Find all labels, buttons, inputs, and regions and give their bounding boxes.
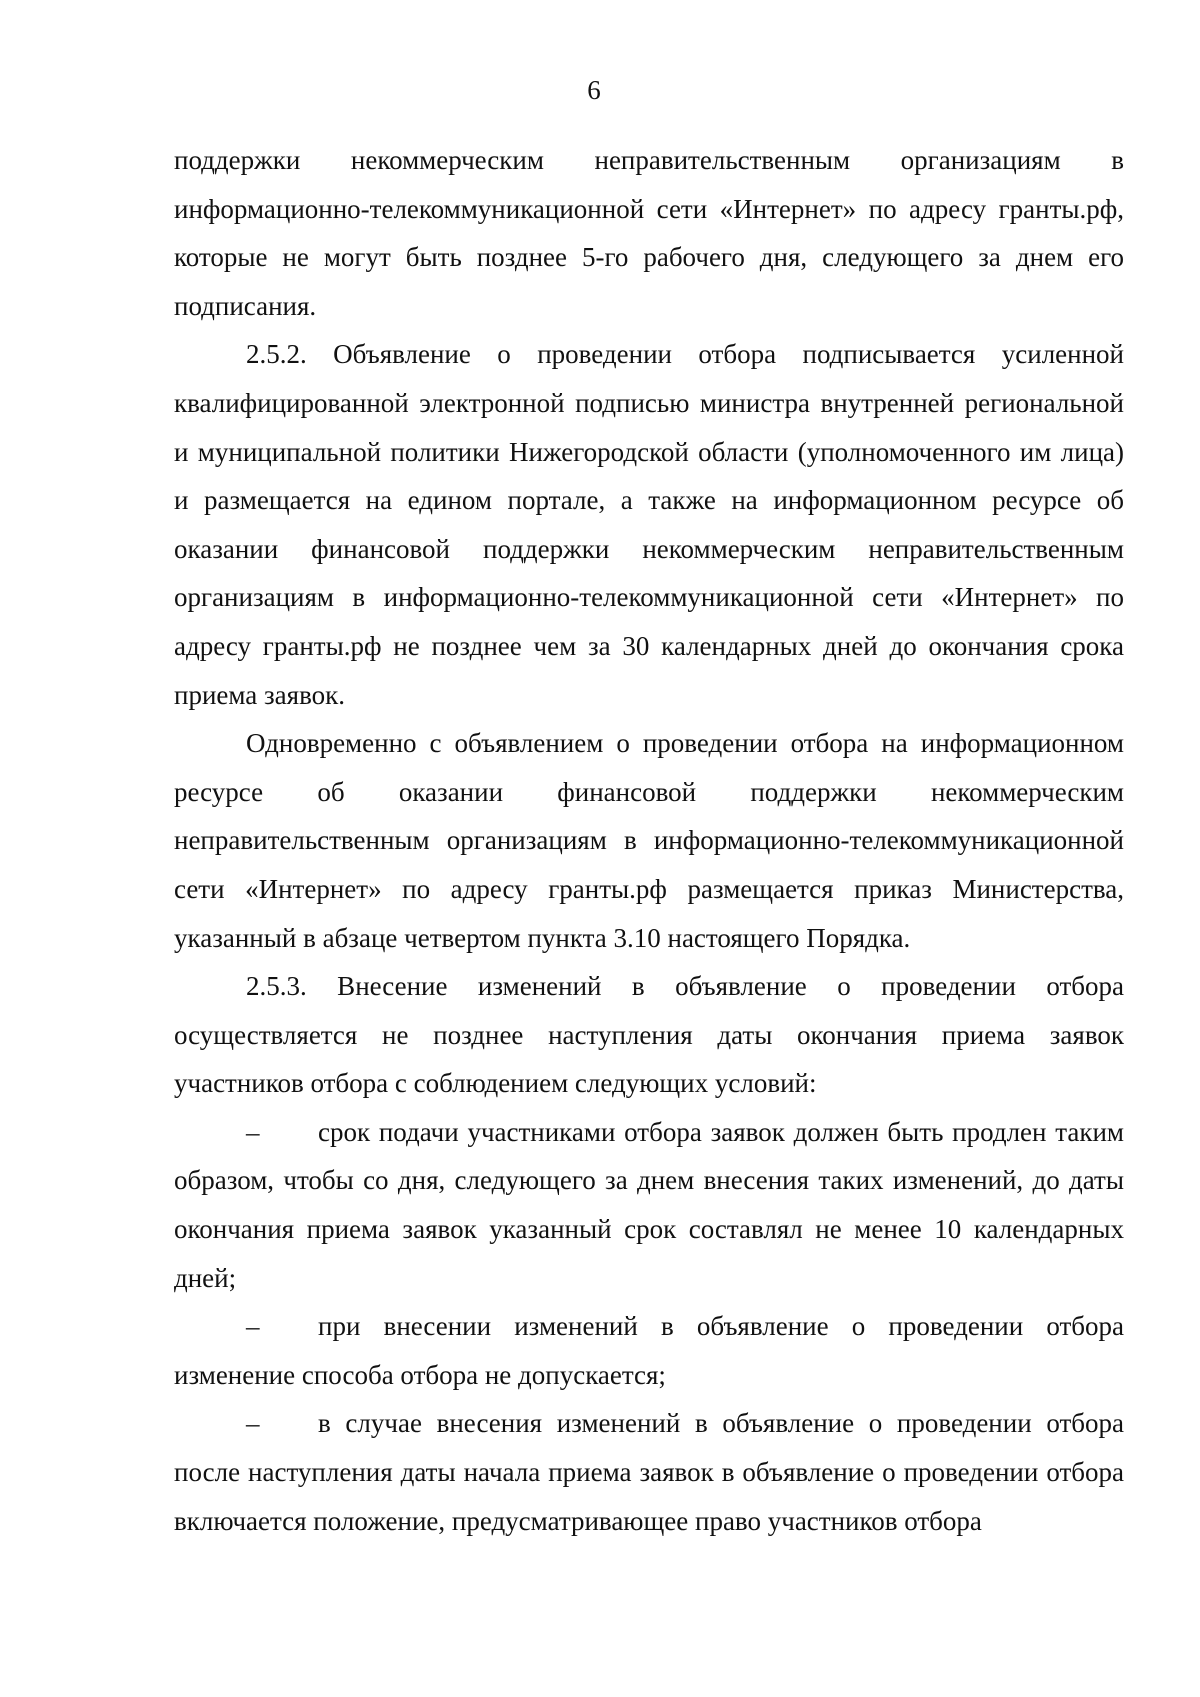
- dash-marker: –: [246, 1116, 260, 1147]
- list-item: [174, 1399, 1124, 1545]
- dash-marker: –: [246, 1408, 260, 1439]
- list-item-text: в случае внесения изменений в объявление о проведении отбора после наступления даты начала приема заявок в объявление о проведении отбора включается положение, предусматривающее право участников отбора: [174, 1408, 1124, 1536]
- paragraph-2-5-2: 2.5.2. Объявление о проведении отбора подписывается усиленной квалифицированной электронной подписью министра внутренней региональной и муниципальной политики Нижегородской области (уполномоченного им лица) и размещается на едином портале, а также на информационном ресурсе об оказании финансовой поддержки некоммерческим неправительственным организациям в информационно-телекоммуникационной сети «Интернет» по адресу гранты.рф не позднее чем за 30 календарных дней до окончания срока приема заявок.: [174, 339, 1124, 710]
- paragraph-2-5-3: 2.5.3. Внесение изменений в объявление о проведении отбора осуществляется не позднее наступления даты окончания приема заявок участников отбора с соблюдением следующих условий:: [174, 971, 1124, 1099]
- list-item: [174, 1302, 1124, 1399]
- list-item-text: срок подачи участниками отбора заявок должен быть продлен таким образом, чтобы со дня, следующего за днем внесения таких изменений, до даты окончания приема заявок указанный срок составлял не менее 10 календарных дней;: [174, 1116, 1124, 1293]
- list-item-text: при внесении изменений в объявление о проведении отбора изменение способа отбора не допускается;: [174, 1311, 1124, 1390]
- dash-marker: –: [246, 1311, 260, 1342]
- paragraph-continuation: поддержки некоммерческим неправительственным организациям в информационно-телекоммуникационной сети «Интернет» по адресу гранты.рф, которые не могут быть позднее 5-го рабочего дня, следующего за днем его подписания.: [174, 145, 1124, 321]
- list-item: [174, 1108, 1124, 1302]
- paragraph-simultaneous-order: Одновременно с объявлением о проведении отбора на информационном ресурсе об оказании финансовой поддержки некоммерческим неправительственным организациям в информационно-телекоммуникационной сети «Интернет» по адресу гранты.рф размещается приказ Министерства, указанный в абзаце четвертом пункта 3.10 настоящего Порядка.: [174, 728, 1124, 953]
- page-number: 6: [587, 75, 601, 105]
- document-body: [174, 136, 1124, 1545]
